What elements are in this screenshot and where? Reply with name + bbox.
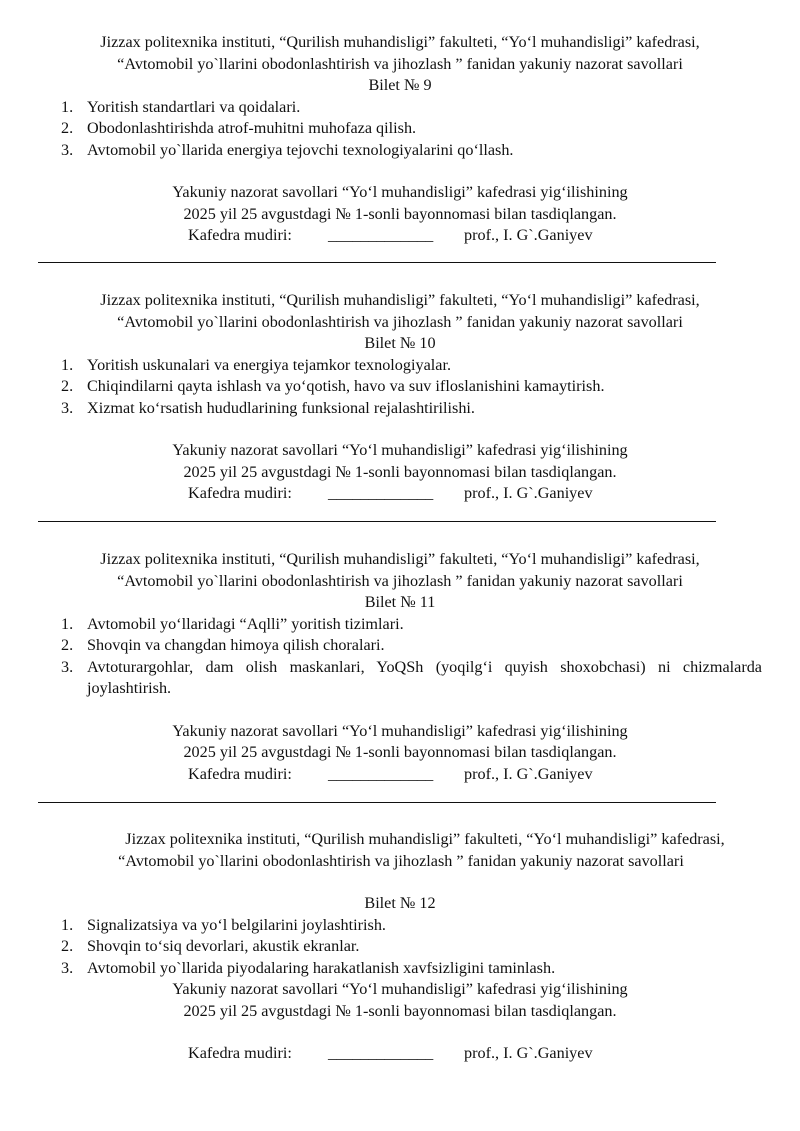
signature-row [38,764,762,786]
ticket-10 [38,290,762,505]
approval-line1: Yakuniy nazorat savollari “Yo‘l muhandisligi” kafedrasi yig‘ilishining [172,980,628,998]
question-number: 2. [61,119,74,137]
ticket-header-line2: “Avtomobil yo`llarini obodonlashtirish va jihozlash ” fanidan yakuniy nazorat savollari [117,54,683,73]
signature-label: Kafedra mudiri: [188,484,292,502]
question-number: 1. [61,614,74,633]
question-number: 3. [61,958,74,977]
approval-line1: Yakuniy nazorat savollari “Yo‘l muhandisligi” kafedrasi yig‘ilishining [172,183,628,201]
question-item [38,936,762,958]
signature-row [38,1043,762,1065]
question-list [38,915,762,980]
signature-label: Kafedra mudiri: [188,226,292,244]
ticket-header-line2: “Avtomobil yo`llarini obodonlashtirish va jihozlash ” fanidan yakuniy nazorat savollari [117,571,683,590]
question-text: Chiqindilarni qayta ishlash va yo‘qotish, havo va suv ifloslanishini kamaytirish. [87,377,605,395]
question-item [38,118,762,140]
question-number: 3. [61,657,74,676]
question-number: 1. [61,915,74,934]
question-text: Yoritish standartlari va qoidalari. [87,97,301,116]
question-text: Avtomobil yo‘llaridagi “Aqlli” yoritish tizimlari. [87,614,404,633]
approval-section [38,440,762,505]
approval-line1: Yakuniy nazorat savollari “Yo‘l muhandisligi” kafedrasi yig‘ilishining [172,721,628,740]
approval-section [38,182,762,247]
question-item [38,958,762,980]
signature-line: _____________ [328,1044,434,1062]
signature-name: prof., I. G`.Ganiyev [464,1044,593,1062]
question-text: Xizmat ko‘rsatish hududlarining funksional rejalashtirilishi. [87,398,475,417]
question-item [38,376,762,398]
approval-line2: 2025 yil 25 avgustdagi № 1-sonli bayonnomasi bilan tasdiqlangan. [183,204,617,223]
signature-line: _____________ [328,764,434,783]
question-number: 3. [61,398,74,417]
signature-row [38,225,762,247]
signature-name: prof., I. G`.Ganiyev [464,764,593,783]
signature-line: _____________ [328,226,434,244]
approval-section [38,979,762,1065]
ticket-12-body [38,893,762,1065]
question-item [38,657,762,700]
ticket-number: Bilet № 11 [364,593,436,611]
question-text: Avtoturargohlar, dam olish maskanlari, YoQSh (yoqilg‘i quyish shoxobchasi) ni chizmalarda joylashtirish. [87,657,762,697]
question-item [38,97,762,119]
spacer [38,1022,762,1043]
question-list [38,614,762,700]
approval-line2: 2025 yil 25 avgustdagi № 1-sonli bayonnomasi bilan tasdiqlangan. [183,743,617,761]
question-item [38,355,762,377]
signature-line: _____________ [328,484,434,502]
signature-label: Kafedra mudiri: [188,764,292,783]
question-number: 2. [61,377,74,395]
signature-label: Kafedra mudiri: [188,1044,292,1062]
ticket-header-line1: Jizzax politexnika instituti, “Qurilish muhandisligi” fakulteti, “Yo‘l muhandisligi” kafedrasi, [100,33,700,51]
approval-section [38,721,762,786]
question-item [38,398,762,420]
ticket-number: Bilet № 10 [364,334,436,352]
signature-row [38,483,762,505]
question-text: Yoritish uskunalari va energiya tejamkor texnologiyalar. [87,355,451,374]
question-text: Obodonlashtirishda atrof-muhitni muhofaza qilish. [87,119,417,137]
question-text: Signalizatsiya va yo‘l belgilarini joylashtirish. [87,915,386,934]
ticket-header-line1: Jizzax politexnika instituti, “Qurilish muhandisligi” fakulteti, “Yo‘l muhandisligi” kafedrasi, [100,550,700,568]
signature-name: prof., I. G`.Ganiyev [464,226,593,244]
question-text: Shovqin to‘siq devorlari, akustik ekranlar. [87,937,360,955]
question-list [38,97,762,162]
approval-line1: Yakuniy nazorat savollari “Yo‘l muhandisligi” kafedrasi yig‘ilishining [172,441,628,459]
ticket-12 [66,829,736,872]
question-number: 3. [61,140,74,159]
signature-name: prof., I. G`.Ganiyev [464,484,593,502]
question-number: 1. [61,355,74,374]
ticket-number: Bilet № 12 [364,894,436,912]
ticket-11 [38,549,762,785]
question-number: 2. [61,636,74,654]
question-number: 2. [61,937,74,955]
question-list [38,355,762,420]
ticket-header-line2: “Avtomobil yo`llarini obodonlashtirish va jihozlash ” fanidan yakuniy nazorat savollari [117,312,683,331]
ticket-divider [38,262,716,263]
question-item [38,915,762,937]
ticket-header-line1: Jizzax politexnika instituti, “Qurilish muhandisligi” fakulteti, “Yo‘l muhandisligi” kafedrasi, [100,291,700,309]
question-item [38,635,762,657]
approval-line2: 2025 yil 25 avgustdagi № 1-sonli bayonnomasi bilan tasdiqlangan. [183,1001,617,1020]
question-number: 1. [61,97,74,116]
ticket-9 [38,32,762,247]
ticket-number: Bilet № 9 [368,76,432,94]
ticket-divider [38,802,716,803]
question-item [38,140,762,162]
question-text: Avtomobil yo`llarida piyodalaring harakatlanish xavfsizligini taminlash. [87,958,556,977]
question-text: Avtomobil yo`llarida energiya tejovchi texnologiyalarini qo‘llash. [87,140,514,159]
approval-line2: 2025 yil 25 avgustdagi № 1-sonli bayonnomasi bilan tasdiqlangan. [183,462,617,481]
ticket-header-paragraph: Jizzax politexnika instituti, “Qurilish muhandisligi” fakulteti, “Yo‘l muhandisligi” kafedrasi, “Avtomobil yo`llarini obodonlashtirish va jihozlash ” fanidan yakuniy nazorat savollari [118,830,725,870]
ticket-divider [38,521,716,522]
question-item [38,614,762,636]
question-text: Shovqin va changdan himoya qilish choralari. [87,636,385,654]
